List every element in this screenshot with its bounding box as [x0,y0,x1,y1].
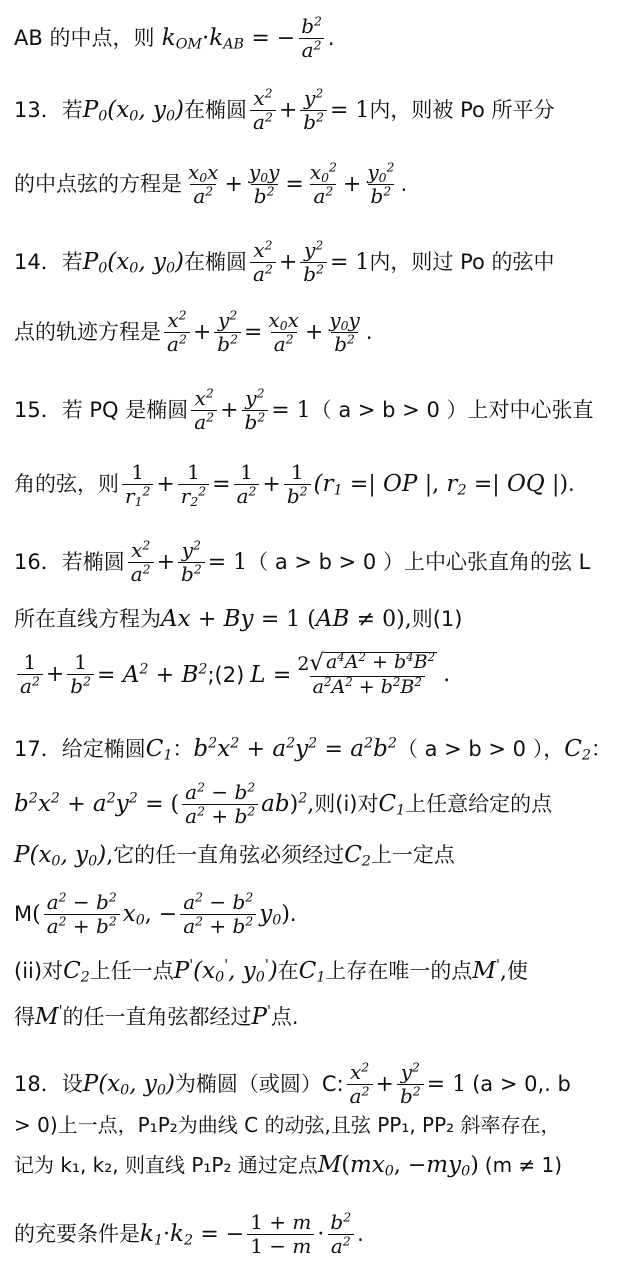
text-segment: 内，则过 Po 的弦中 [369,250,555,275]
text-segment: （ a > b > 0 ）上中心张直角的弦 L [247,550,591,575]
text-segment: 在 [277,959,299,984]
item-17-line-2 [14,779,633,828]
formula-c2-equation: $b^2x^2 + a^2y^2$ = ( [14,790,180,818]
item-15-line-1: 15．若 PQ 是椭圆 $\frac{x^2}{a^2}$ + $\frac{y^2}{b^2}$ = 1 （ a > b > 0 ）上对中心张直 [14,385,594,434]
formula-p-prime: P' [251,1003,271,1030]
text-segment: (ii)对 [14,959,64,984]
fraction-x2-a2: $\frac{x^2}{a^2}$ [250,240,276,285]
text-segment: AB 的中点，则 [14,26,155,51]
formula-ab-squared: ab)$^2$, [261,790,315,818]
formula-fixed-point-m: $M(mx_0$, $-my_0$) [317,1152,479,1180]
text-segment: 角的弦，则 [14,472,119,497]
text-segment: . [400,172,408,197]
text-segment: 上任一点 [89,959,174,984]
text-segment: ;(2) [207,662,245,687]
fraction-y2-b2: $\frac{y^2}{b^2}$ [300,240,327,285]
text-segment: 上存在唯一的点 [325,959,473,984]
item-17-line-3 [14,842,633,868]
item-14-line-2: 点的轨迹方程是 $\frac{x^2}{a^2}$ + $\frac{y^2}{b^2}$ = $\frac{x_0x}{a^2}$ + $\frac{y_0y}{b^2}$ . [14,307,373,356]
formula-c1: $C_1$ [298,958,326,986]
text-segment: 内，则被 Po 所平分 [369,98,555,123]
item-18-line-3 [14,1152,633,1178]
text-segment: 上一定点 [370,843,455,868]
item-13-line-1: 13．若 $P_0(x_0$, $y_0$) 在椭圆 $\frac{x^2}{a^2}$ + $\frac{y^2}{b^2}$ = 1 内，则被 Po 所平分 [14,85,555,134]
fraction-1-r1sq: $\frac{1}{r_1^2}$ [122,462,153,507]
text-segment: 它的任一直角弦必须经过 [113,843,345,868]
fraction-b2-a2: $\frac{b^2}{a^2}$ [298,16,325,61]
fraction-y2-b2: $\frac{y^2}{b^2}$ [397,1062,424,1107]
formula-L: L = [250,661,292,688]
formula-m-prime: M', [472,957,507,984]
item-16-line-1: 16．若椭圆 $\frac{x^2}{a^2}$ + $\frac{y^2}{b^2}$ = 1 （ a > b > 0 ）上中心张直角的弦 L [14,537,591,586]
item-17-line-1 [14,736,633,762]
fraction-y0sq-b2: $\frac{y_0^2}{b^2}$ [367,159,395,208]
item-15-line-2: 角的弦，则 $\frac{1}{r_1^2}$ + $\frac{1}{r_2^2}$ = $\frac{1}{a^2}$ + $\frac{1}{b^2}$ ($r_1$ =| OP |, $r_2$ =| OQ |) . [14,460,575,510]
fraction-x2-a2: $\frac{x^2}{a^2}$ [347,1062,373,1107]
formula-a2-plus-b2: = $A^2 + B^2$ [96,661,208,688]
item-16-line-2 [14,606,633,632]
fraction-y2-b2: $\frac{y^2}{b^2}$ [178,540,205,585]
text-segment: 则(1) [411,607,463,632]
item-17-line-4: M ( $\frac{a^2 - b^2}{a^2 + b^2}$ $x_0$, − $\frac{a^2 - b^2}{a^2 + b^2}$ $y_0$) . [14,889,297,938]
formula-point-p: $P(x_0$, $y_0$), [14,842,114,870]
fraction-1-b2: $\frac{1}{b^2}$ [284,462,311,507]
fraction-1pm-1mm: $\frac{1 + m}{1 - m}$ [247,1212,314,1257]
line-ab-midpoint [14,13,633,62]
text-segment: ： [172,737,194,762]
text-segment: 的充要条件是 [14,1222,140,1247]
formula-c2: $C_2$ [564,736,591,764]
text-segment: 所在直线方程为 [14,607,161,632]
formula-c1-equation: $b^2x^2 + a^2y^2 = a^2b^2$ [193,735,397,762]
text-segment: 点的轨迹方程是 [14,320,161,345]
fraction-x2-a2: $\frac{x^2}{a^2}$ [191,388,217,433]
fraction-y2-b2: $\frac{y^2}{b^2}$ [300,88,327,133]
fraction-1-r2sq: $\frac{1}{r_2^2}$ [178,462,209,507]
formula-y0: $y_0$) [259,901,290,929]
fraction-x0x-a2: $\frac{x_0x}{a^2}$ [268,308,299,356]
fraction-1-a2: $\frac{1}{a^2}$ [234,462,260,507]
text-segment: （ a > b > 0 ）上对中心张直 [310,398,594,423]
item-17-line-6 [14,1004,633,1030]
item-13-line-2: 的中点弦的方程是 $\frac{x_0x}{a^2}$ + $\frac{y_0y}{b^2}$ = $\frac{x_0^2}{a^2}$ + $\frac{y_0^2}{b^2}$ . [14,159,408,208]
fraction-x0sq-a2: $\frac{x_0^2}{a^2}$ [309,159,337,208]
fraction-x2-a2: $\frac{x^2}{a^2}$ [128,540,154,585]
text-segment: . [365,320,373,345]
formula-point-p-prime: $P'(x_0'$, $y_0'$) [173,957,278,986]
item-number: 15．若 PQ 是椭圆 [14,398,189,423]
fraction-x2-a2: $\frac{x^2}{a^2}$ [164,310,190,355]
text-segment: > 0)上一点，P₁P₂为曲线 C 的动弦,且弦 PP₁, PP₂ 斜率存在， [14,1113,561,1137]
formula-c2: $C_2$ [63,958,90,986]
formula-line-ax-by: Ax + By = 1 (AB ≠ 0), [161,606,412,632]
text-segment: 使 [506,959,528,984]
text-segment: （ a > b > 0 ）， [396,737,565,762]
fraction-x0x-a2: $\frac{x_0x}{a^2}$ [188,160,219,208]
item-number: 13．若 [14,98,83,123]
fraction-y2-b2: $\frac{y^2}{b^2}$ [242,388,269,433]
formula-k-om-k-ab: $k_{OM}\cdot k_{AB}$ = − [154,25,296,53]
text-segment: . [289,902,297,927]
text-segment: 在椭圆 [184,98,248,123]
item-17-line-5 [14,958,633,984]
item-18-line-4: 的充要条件是 $k_1\cdot k_2$ = − $\frac{1 + m}{1 - m}$ · $\frac{b^2}{a^2}$ . [14,1209,364,1258]
formula-c2: $C_2$ [344,842,371,870]
text-segment: . [357,1222,364,1247]
text-segment: 的中点弦的方程是 [14,172,182,197]
item-number: 17．给定椭圆 [14,737,146,762]
formula-k1-k2: $k_1\cdot k_2$ = − [140,1221,245,1249]
formula-m-prime: M' [35,1003,63,1030]
fraction-x2-a2: $\frac{x^2}{a^2}$ [250,88,276,133]
formula-x0: $x_0$, − [122,901,178,929]
fraction-a2-minus-b2-over-sum: $\frac{a^2 - b^2}{a^2 + b^2}$ [182,782,258,827]
item-18-line-1: 18．设 $P(x_0$, $y_0$) 为椭圆（或圆）C: $\frac{x^2}{a^2}$ + $\frac{y^2}{b^2}$ = 1 (a > 0,. b [14,1059,571,1108]
item-16-line-3: $\frac{1}{a^2}$ + $\frac{1}{b^2}$ = $A^2 + B^2$ ;(2) L = 2 √ $a^4A^2 + b^4B^2$ $a^2A^2 + b^2B^2$ . [14,652,633,698]
text-segment: M [14,902,33,927]
fraction-y2-b2: $\frac{y^2}{b^2}$ [214,310,241,355]
formula-c1: $C_1$ [378,791,406,819]
formula-point-p: $P(x_0$, $y_0$) [82,1071,175,1099]
text-segment: 在椭圆 [184,250,248,275]
text-segment: 的任一直角弦都经过 [62,1005,252,1030]
fraction-y0y-b2: $\frac{y_0y}{b^2}$ [248,160,280,208]
fraction-1-a2: $\frac{1}{a^2}$ [17,652,43,697]
item-number: 18．设 [14,1072,83,1097]
formula-r1-r2-def: ($r_1$ =| OP |, $r_2$ =| OQ |) [313,471,569,499]
formula-p0: $P_0(x_0$, $y_0$) [82,97,185,125]
fraction-b2-a2: $\frac{b^2}{a^2}$ [327,1212,354,1257]
text-segment: 记为 k₁, k₂, 则直线 P₁P₂ 通过定点 [14,1152,318,1177]
fraction-a2-minus-b2-over-sum: $\frac{a^2 - b^2}{a^2 + b^2}$ [180,892,256,937]
fraction-a2-minus-b2-over-sum: $\frac{a^2 - b^2}{a^2 + b^2}$ [44,892,120,937]
text-segment: 得 [14,1005,35,1030]
text-segment: (m ≠ 1) [484,1152,563,1177]
text-segment: 上任意给定的点 [405,792,553,817]
text-segment: . [568,472,575,497]
text-segment: 则(i)对 [314,792,379,817]
formula-p0: $P_0(x_0$, $y_0$) [82,249,185,277]
item-14-line-1: 14．若 $P_0(x_0$, $y_0$) 在椭圆 $\frac{x^2}{a^2}$ + $\frac{y^2}{b^2}$ = 1 内，则过 Po 的弦中 [14,237,555,286]
text-segment: . [327,26,335,51]
fraction-1-b2: $\frac{1}{b^2}$ [67,652,94,697]
item-number: 14．若 [14,250,83,275]
text-segment: ： [590,737,612,762]
text-segment: 点. [270,1005,299,1030]
fraction-L-chord-length: 2 √ $a^4A^2 + b^4B^2$ $a^2A^2 + b^2B^2$ [297,649,436,698]
item-18-line-2 [14,1114,633,1137]
text-segment: (a > 0,. b [472,1072,571,1097]
item-number: 16．若椭圆 [14,550,125,575]
fraction-y0y-b2: $\frac{y_0y}{b^2}$ [329,308,360,356]
formula-c1: $C_1$ [145,736,173,764]
text-segment: 为椭圆（或圆）C: [174,1072,344,1097]
